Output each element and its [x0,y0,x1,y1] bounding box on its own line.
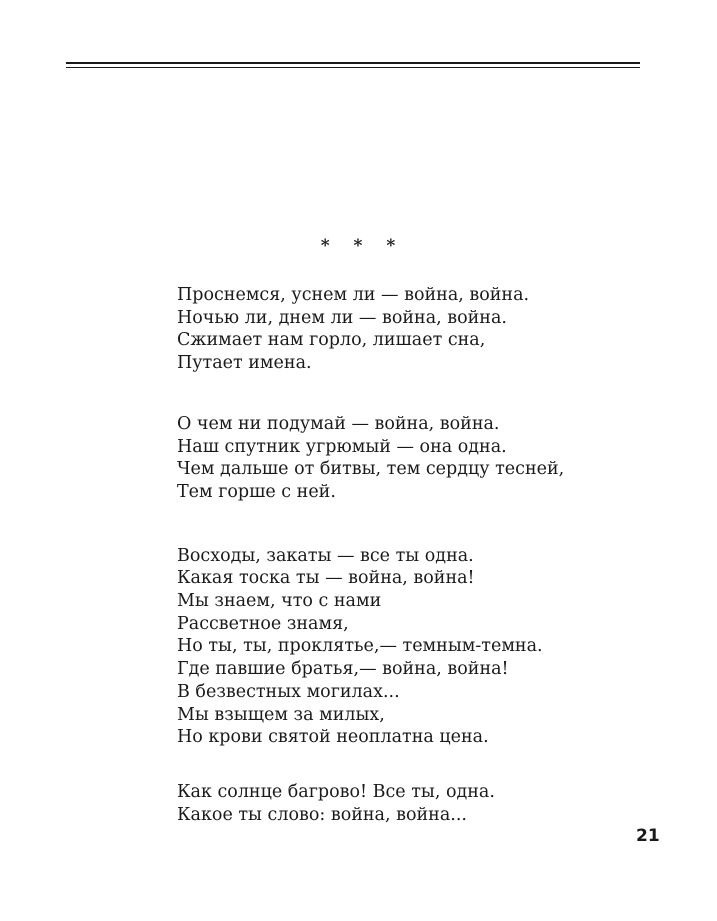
poem-line: Ночью ли, днем ли — война, война. [177,307,507,328]
poem-line: Но крови святой неоплатна цена. [177,727,489,748]
poem-line: Восходы, закаты — все ты одна. [177,545,474,566]
poem-line: Какая тоска ты — война, война! [177,568,475,589]
poem-line: Мы взыщем за милых, [177,704,385,725]
poem-line: В безвестных могилах... [177,681,400,702]
poem-line: Путает имена. [177,353,312,374]
stanza-3 [177,545,617,749]
poem-line: Проснемся, уснем ли — война, война. [177,285,530,305]
poem-line: Сжимает нам горло, лишает сна, [177,330,486,351]
poem-line: Тем горше с ней. [177,481,336,502]
poem-line: О чем ни подумай — война, война. [177,413,500,434]
header-rule-thick [66,62,640,64]
page-number: 21 [636,826,660,846]
stanza-2 [177,413,617,504]
section-ornament: * * * [320,236,405,256]
poem [177,284,617,826]
header-rule-thin [66,67,640,68]
poem-line: Где павшие братья,— война, война! [177,659,509,680]
poem-line: Но ты, ты, проклятье,— темным-темна. [177,636,543,657]
poem-line: Какое ты слово: война, война... [177,804,467,825]
poem-line: Мы знаем, что с нами [177,591,382,612]
stanza-4 [177,781,617,826]
poem-line: Наш спутник угрюмый — она одна. [177,436,507,457]
poem-line: Рассветное знамя, [177,613,349,634]
poem-line: Чем дальше от битвы, тем сердцу тесней, [177,459,565,480]
poem-line: Как солнце багрово! Все ты, одна. [177,781,495,802]
stanza-1 [177,284,617,375]
